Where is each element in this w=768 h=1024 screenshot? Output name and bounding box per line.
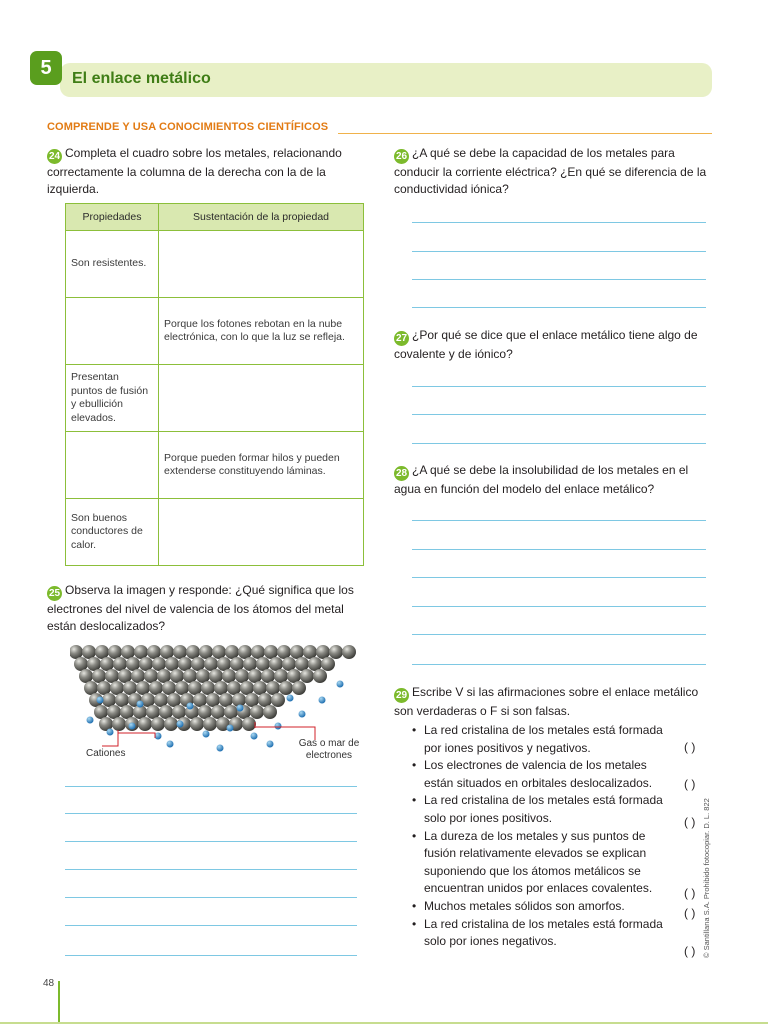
list-item: • La red cristalina de los metales está formada solo por iones negativos. (412, 916, 663, 949)
answer-parentheses[interactable]: ( ) (684, 944, 696, 958)
page-number: 48 (43, 978, 55, 989)
question-number-badge: 26 (395, 151, 408, 162)
table-row (66, 432, 364, 499)
unit-badge: 5 (30, 51, 62, 85)
question-28-text: ¿A qué se debe la insolubilidad de los metales en el agua en función del modelo del enlace metálico? (394, 463, 689, 496)
question-27 (394, 327, 712, 363)
table-row (66, 298, 364, 365)
table-cell: Porque los fotones rebotan en la nube electrónica, con lo que la luz se refleja. (159, 298, 364, 365)
question-24 (47, 145, 357, 198)
table-cell: Presentan puntos de fusión y ebullición elevados. (66, 365, 159, 432)
footer-accent-bar (58, 981, 60, 1023)
table-cell-answer[interactable] (159, 365, 364, 432)
question-24-text: Completa el cuadro sobre los metales, relacionando correctamente la columna de la derecha con la de la izquierda. (47, 146, 342, 196)
question-27-text: ¿Por qué se dice que el enlace metálico tiene algo de covalente y de iónico? (394, 328, 698, 361)
table-cell-answer[interactable] (159, 499, 364, 566)
question-25-text: Observa la imagen y responde: ¿Qué significa que los electrones del nivel de valencia de los átomos del metal están deslocalizados? (47, 583, 354, 633)
list-item: • Muchos metales sólidos son amorfos. (412, 898, 625, 913)
question-number-badge: 25 (48, 588, 61, 599)
section-title: COMPRENDE Y USA CONOCIMIENTOS CIENTÍFICOS (47, 121, 329, 133)
table-row (66, 499, 364, 566)
cation-spheres (70, 645, 356, 731)
copyright-notice: © Santillana S.A. Prohibido fotocopiar. D. L. 822 (702, 798, 711, 958)
properties-table (65, 203, 364, 566)
page-title: El enlace metálico (72, 70, 211, 87)
question-number-badge: 24 (48, 151, 61, 162)
question-29 (394, 684, 706, 720)
table-cell-answer[interactable] (66, 298, 159, 365)
list-item: • Los electrones de valencia de los metales están situados en orbitales deslocalizados. (412, 758, 653, 790)
table-cell: Porque pueden formar hilos y pueden extenderse constituyendo láminas. (159, 432, 364, 499)
section-divider (338, 133, 712, 134)
question-29-text: Escribe V si las afirmaciones sobre el enlace metálico son verdaderas o F si son falsas. (394, 685, 699, 718)
question-number-badge: 29 (395, 690, 408, 701)
answer-parentheses[interactable]: ( ) (684, 777, 696, 791)
label-electron-sea: Gas o mar de electrones (298, 738, 360, 761)
question-25 (47, 582, 365, 635)
table-cell: Son buenos conductores de calor. (66, 499, 159, 566)
table-cell-answer[interactable] (66, 432, 159, 499)
question-number-badge: 28 (395, 468, 408, 479)
table-row (66, 231, 364, 298)
table-row (66, 365, 364, 432)
label-cations: Cationes (86, 748, 126, 759)
list-item: • La red cristalina de los metales está formada solo por iones positivos. (412, 793, 663, 825)
answer-parentheses[interactable]: ( ) (684, 886, 696, 900)
table-header-properties: Propiedades (66, 204, 159, 231)
list-item: • La dureza de los metales y sus puntos de fusión relativamente elevados se explican suponiendo que los átomos metálicos se encuentran unidos por enlaces covalentes. (412, 828, 653, 896)
question-number-badge: 27 (395, 333, 408, 344)
true-false-list (412, 722, 714, 951)
list-item: • La red cristalina de los metales está formada por iones positivos y negativos. (412, 723, 663, 755)
question-28 (394, 462, 712, 498)
answer-parentheses[interactable]: ( ) (684, 740, 696, 754)
answer-parentheses[interactable]: ( ) (684, 815, 696, 829)
question-26 (394, 145, 716, 198)
table-cell-answer[interactable] (159, 231, 364, 298)
table-header-justification: Sustentación de la propiedad (159, 204, 364, 231)
question-26-text: ¿A qué se debe la capacidad de los metales para conducir la corriente eléctrica? ¿En qué se diferencia de la conductividad iónica? (394, 146, 707, 196)
table-cell: Son resistentes. (66, 231, 159, 298)
answer-parentheses[interactable]: ( ) (684, 906, 696, 920)
